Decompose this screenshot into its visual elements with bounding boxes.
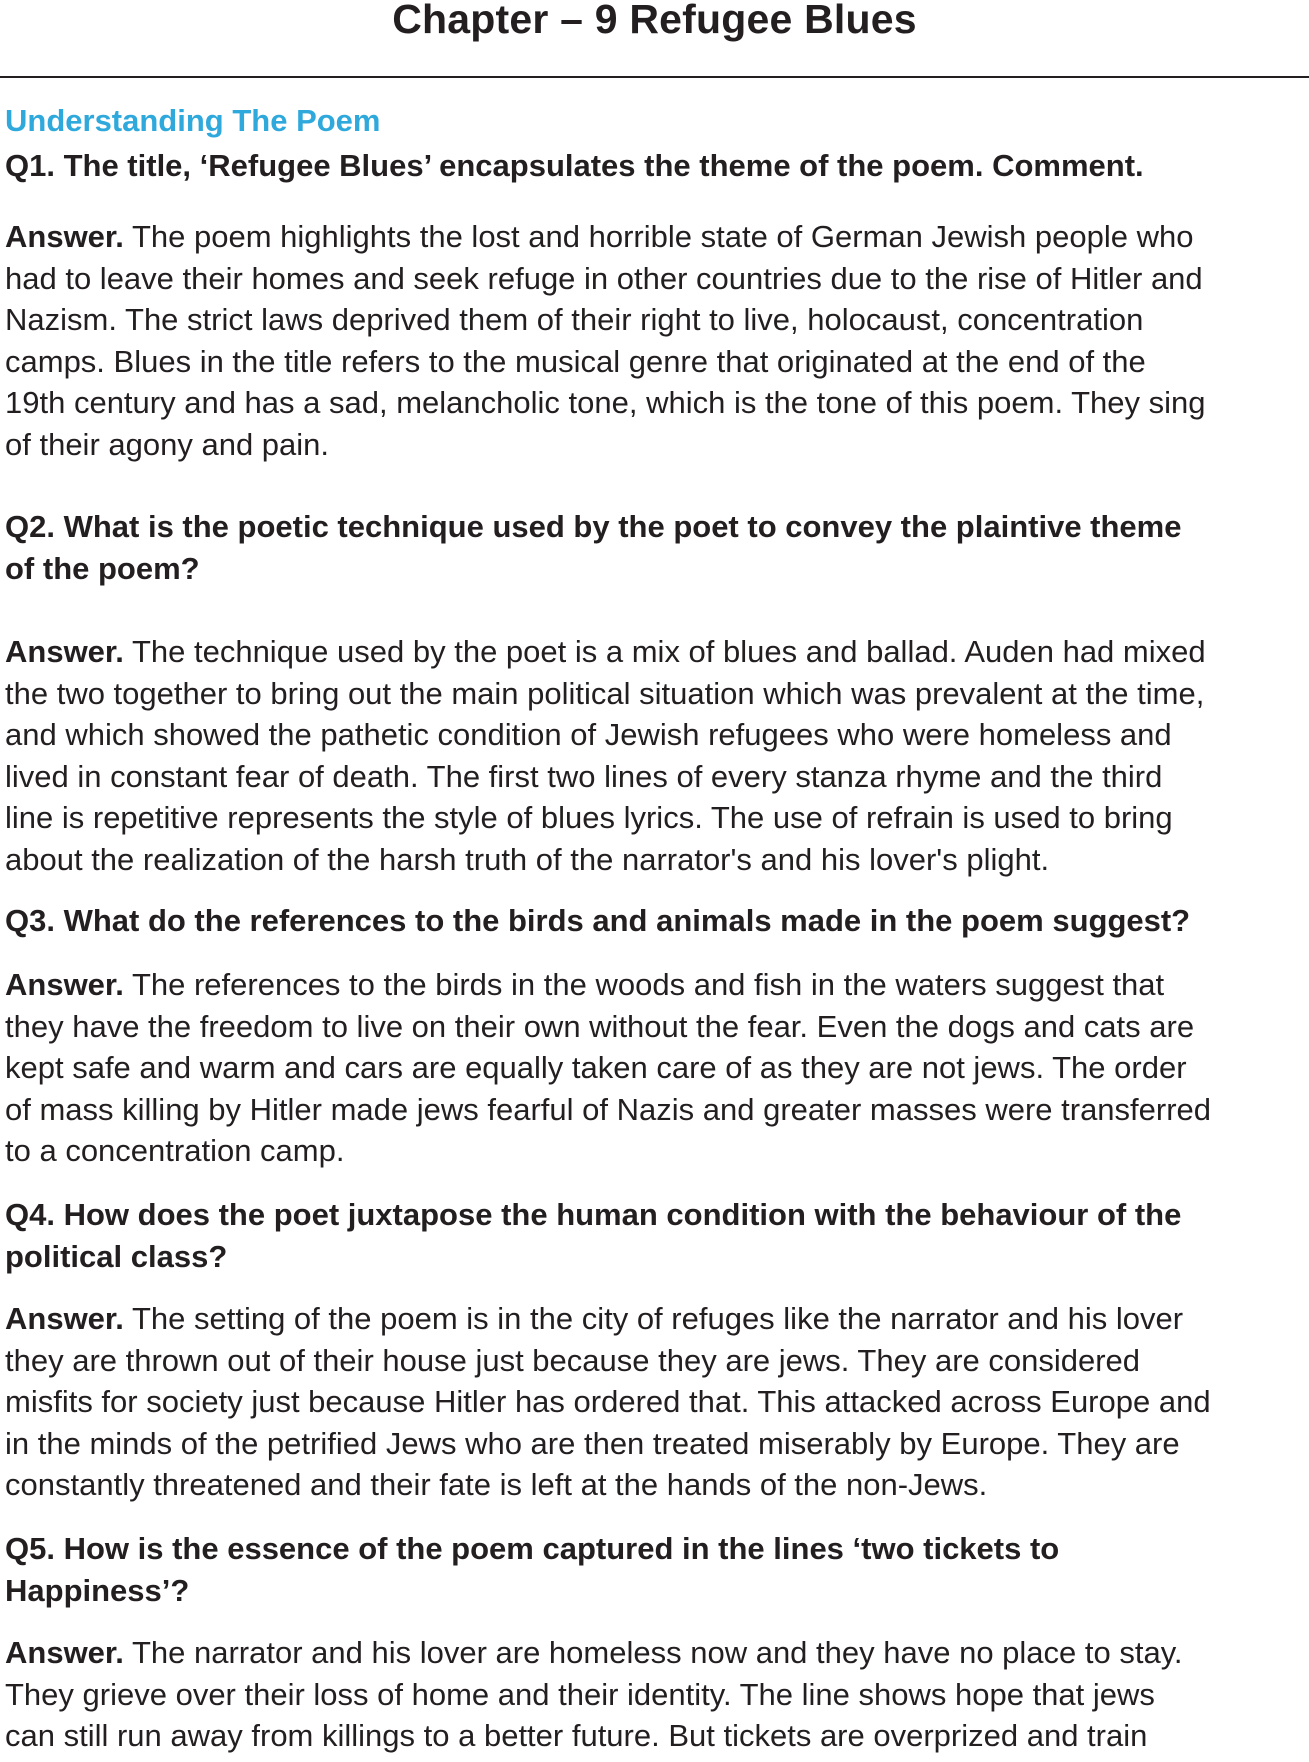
answer-line: line is repetitive represents the style of blues lyrics. The use of refrain is used to bring: [5, 800, 1173, 835]
chapter-title: Chapter – 9 Refugee Blues: [392, 0, 917, 42]
answer-line: lived in constant fear of death. The first two lines of every stanza rhyme and the third: [5, 758, 1163, 794]
question-line: Q4. How does the poet juxtapose the human condition with the behaviour of the: [5, 1197, 1182, 1232]
answer-label: Answer.: [5, 967, 124, 1002]
answer-line: the two together to bring out the main political situation which was prevalent at the time,: [5, 675, 1205, 711]
answer-4: [5, 1298, 1305, 1506]
answer-line: 19th century and has a sad, melancholic tone, which is the tone of this poem. They sing: [5, 385, 1206, 420]
question-4: [5, 1194, 1305, 1277]
answer-line: about the realization of the harsh truth of the narrator's and his lover's plight.: [5, 841, 1050, 877]
question-line: Q2. What is the poetic technique used by the poet to convey the plaintive theme: [5, 509, 1182, 544]
answer-line: can still run away from killings to a better future. But tickets are overprized and train: [5, 1718, 1148, 1753]
answer-line: misfits for society just because Hitler has ordered that. This attacked across Europe and: [5, 1384, 1211, 1419]
question-line: political class?: [5, 1238, 228, 1274]
answer-text: The references to the birds in the woods and fish in the waters suggest that: [123, 967, 1165, 1002]
answer-line: in the minds of the petrified Jews who are then treated miserably by Europe. They are: [5, 1425, 1180, 1461]
question-line: Q5. How is the essence of the poem captured in the lines ‘two tickets to: [5, 1531, 1060, 1566]
answer-line: and which showed the pathetic condition of Jewish refugees who were homeless and: [5, 717, 1172, 752]
answer-line: had to leave their homes and seek refuge in other countries due to the rise of Hitler and: [5, 260, 1203, 296]
title-divider: [0, 76, 1309, 78]
answer-text: The poem highlights the lost and horrible state of German Jewish people who: [123, 219, 1194, 254]
question-2: [5, 506, 1305, 589]
question-1: [5, 145, 1305, 187]
answer-3: [5, 964, 1305, 1172]
answer-label: Answer.: [5, 1635, 124, 1670]
question-line: Q3. What do the references to the birds and animals made in the poem suggest?: [5, 903, 1191, 938]
answer-line: constantly threatened and their fate is left at the hands of the non-Jews.: [5, 1467, 988, 1502]
answer-5: [5, 1632, 1305, 1757]
answer-1: [5, 216, 1305, 465]
answer-line: [5, 1298, 1305, 1340]
answer-line: Nazism. The strict laws deprived them of their right to live, holocaust, concentration: [5, 302, 1144, 337]
answer-2: [5, 631, 1305, 880]
section-heading: Understanding The Poem: [5, 103, 381, 138]
answer-line: [5, 1632, 1305, 1674]
answer-line: [5, 631, 1305, 673]
answer-text: The technique used by the poet is a mix of blues and ballad. Auden had mixed: [123, 634, 1206, 669]
answer-line: They grieve over their loss of home and their identity. The line shows hope that jews: [5, 1676, 1155, 1712]
answer-line: kept safe and warm and cars are equally taken care of as they are not jews. The order: [5, 1050, 1187, 1085]
answer-line: they are thrown out of their house just because they are jews. They are considered: [5, 1342, 1141, 1378]
answer-line: they have the freedom to live on their own without the fear. Even the dogs and cats are: [5, 1008, 1195, 1044]
answer-line: [5, 964, 1305, 1006]
question-line: Happiness’?: [5, 1572, 190, 1608]
question-line: of the poem?: [5, 550, 200, 586]
question-line: Q1. The title, ‘Refugee Blues’ encapsulates the theme of the poem. Comment.: [5, 148, 1144, 183]
answer-label: Answer.: [5, 219, 124, 254]
answer-line: to a concentration camp.: [5, 1133, 345, 1168]
answer-label: Answer.: [5, 634, 124, 669]
answer-text: The narrator and his lover are homeless now and they have no place to stay.: [123, 1635, 1183, 1670]
answer-line: [5, 216, 1305, 258]
answer-label: Answer.: [5, 1301, 124, 1336]
answer-line: of mass killing by Hitler made jews fearful of Nazis and greater masses were transferred: [5, 1091, 1212, 1127]
answer-line: of their agony and pain.: [5, 426, 330, 462]
answer-text: The setting of the poem is in the city of refuges like the narrator and his lover: [123, 1301, 1184, 1336]
question-5: [5, 1528, 1305, 1611]
answer-line: camps. Blues in the title refers to the musical genre that originated at the end of the: [5, 343, 1146, 379]
question-3: [5, 900, 1305, 942]
